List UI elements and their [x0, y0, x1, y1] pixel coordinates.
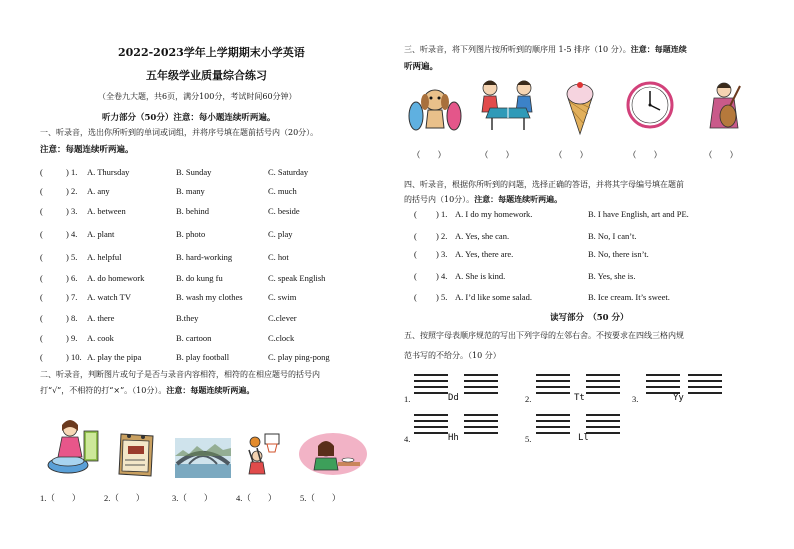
- ping-pong-picture: [470, 76, 544, 132]
- option-a: A. I do my homework.: [455, 209, 533, 219]
- part2-scoring: 打“√”，不相符的打“×”。（10分）。: [40, 386, 167, 395]
- part4-note: 注意：每题连续听两遍。: [474, 194, 563, 204]
- question-number: ) 6.: [66, 273, 78, 283]
- option-c: C. play: [268, 229, 293, 239]
- question-number: ) 1.: [66, 167, 78, 177]
- question-number: ) 8.: [66, 313, 78, 323]
- option-b: B. No, there isn’t.: [588, 249, 649, 259]
- answer-paren[interactable]: (: [40, 352, 43, 362]
- part3-instruction: [404, 44, 687, 55]
- clock-picture: [626, 74, 674, 136]
- question-number: ) 2.: [436, 231, 448, 241]
- answer-paren[interactable]: (: [40, 292, 43, 302]
- exam-note: （全卷九大题，共6页，满分100分，考试时间60分钟）: [98, 92, 297, 101]
- question-number: ) 10.: [66, 352, 82, 362]
- part3-answer-blank[interactable]: （ ）: [704, 150, 739, 160]
- option-a: A. there: [87, 313, 115, 323]
- option-c: C. beside: [268, 206, 300, 216]
- part2-answer-blank[interactable]: 5.（ ）: [300, 493, 341, 503]
- option-a: A. between: [87, 206, 126, 216]
- part1-instruction: 一、听录音，选出你所听到的单词或词组，并将序号填在题前括号内（20分）。: [40, 128, 319, 137]
- option-a: A. She is kind.: [455, 271, 506, 281]
- answer-paren[interactable]: (: [40, 273, 43, 283]
- answer-paren[interactable]: (: [40, 333, 43, 343]
- question-number: ) 1.: [436, 209, 448, 219]
- answer-paren[interactable]: (: [40, 206, 43, 216]
- option-b: B. cartoon: [176, 333, 212, 343]
- part4-instruction: 四、听录音，根据你所听到的问题，选择正确的答语，并将其字母编号填在题前: [404, 180, 684, 189]
- option-a: A. do homework: [87, 273, 145, 283]
- part3-text: 三、听录音，将下列图片按所听到的顺序用 1-5 排序（10 分）。: [404, 45, 631, 54]
- option-b: B. wash my clothes: [176, 292, 243, 302]
- part2-answer-blank[interactable]: 4.（ ）: [236, 493, 277, 503]
- option-c: C. much: [268, 186, 297, 196]
- part3-answer-blank[interactable]: （ ）: [480, 150, 515, 160]
- exam-title: 2022-2023学年上学期期末小学英语: [118, 46, 305, 59]
- question-number: ) 4.: [436, 271, 448, 281]
- option-a: A. Yes, she can.: [455, 231, 510, 241]
- question-number: ) 4.: [66, 229, 78, 239]
- part3-answer-blank[interactable]: （ ）: [628, 150, 663, 160]
- exam-subtitle: 五年级学业质量综合练习: [146, 69, 267, 82]
- letter-item-number: 3.: [632, 394, 639, 404]
- option-a: A. I’d like some salad.: [455, 292, 532, 302]
- option-b: B. play football: [176, 352, 230, 362]
- bridge-picture: [175, 438, 231, 478]
- part3-note-cont: 听两遍。: [404, 62, 439, 72]
- given-letter: Hh: [448, 433, 459, 443]
- girl-playing-pipa-picture: [704, 78, 748, 136]
- answer-paren[interactable]: (: [414, 249, 417, 259]
- answer-paren[interactable]: (: [414, 271, 417, 281]
- answer-paren[interactable]: (: [414, 292, 417, 302]
- girl-eating-picture: [298, 432, 368, 476]
- option-b: B. many: [176, 186, 205, 196]
- part5-instruction: 五、按照字母表顺序规范的写出下列字母的左邻右舍。不按要求在四线三格内规: [404, 331, 684, 340]
- option-c: C. play ping-pong: [268, 352, 330, 362]
- answer-paren[interactable]: (: [40, 313, 43, 323]
- question-number: ) 3.: [66, 206, 78, 216]
- option-c: C. speak English: [268, 273, 326, 283]
- question-number: ) 9.: [66, 333, 78, 343]
- letter-item-number: 4.: [404, 434, 411, 444]
- option-a: A. Yes, there are.: [455, 249, 514, 259]
- listening-header: 听力部分（50分）注意：每小题连续听两遍。: [102, 113, 276, 123]
- answer-paren[interactable]: (: [40, 229, 43, 239]
- answer-paren[interactable]: (: [40, 167, 43, 177]
- part2-answer-blank[interactable]: 3.（ ）: [172, 493, 213, 503]
- part5-instruction-cont: 范书写的不给分。（10 分）: [404, 351, 501, 360]
- girl-washing-clothes-picture: [40, 415, 100, 477]
- option-a: A. any: [87, 186, 110, 196]
- ice-cream-picture: [560, 80, 600, 136]
- option-a: A. Thursday: [87, 167, 130, 177]
- option-a: A. helpful: [87, 252, 122, 262]
- option-c: C. hot: [268, 252, 289, 262]
- given-letter: Yy: [673, 393, 684, 403]
- given-letter: Tt: [574, 393, 585, 403]
- option-b: B. do kung fu: [176, 273, 223, 283]
- option-c: C.clever: [268, 313, 297, 323]
- option-b: B. I have English, art and PE.: [588, 209, 689, 219]
- part4-scoring: 的括号内（10分）。: [404, 195, 475, 204]
- option-a: A. plant: [87, 229, 115, 239]
- given-letter: Ll: [578, 433, 589, 443]
- option-a: A. watch TV: [87, 292, 131, 302]
- part3-answer-blank[interactable]: （ ）: [554, 150, 589, 160]
- part3-note: 注意：每题连续: [630, 44, 687, 54]
- letter-item-number: 2.: [525, 394, 532, 404]
- option-a: A. cook: [87, 333, 114, 343]
- letter-item-number: 1.: [404, 394, 411, 404]
- option-b: B. No, I can’t.: [588, 231, 637, 241]
- option-c: C.clock: [268, 333, 295, 343]
- part4-instruction-cont: [404, 194, 562, 205]
- part2-note: 注意：每题连续听两遍。: [166, 385, 255, 395]
- part1-note: 注意：每题连续听两遍。: [40, 145, 134, 155]
- answer-paren[interactable]: (: [40, 186, 43, 196]
- letter-item-number: 5.: [525, 434, 532, 444]
- option-b: B. Ice cream. It’s sweet.: [588, 292, 670, 302]
- part3-answer-blank[interactable]: （ ）: [412, 150, 447, 160]
- option-b: B. photo: [176, 229, 206, 239]
- option-b: B. Yes, she is.: [588, 271, 636, 281]
- answer-paren[interactable]: (: [414, 231, 417, 241]
- option-b: B. hard-working: [176, 252, 233, 262]
- question-number: ) 5.: [66, 252, 78, 262]
- question-number: ) 3.: [436, 249, 448, 259]
- part2-instruction: 二、听录音，判断图片或句子是否与录音内容相符，相符的在相应题号的括号内: [40, 370, 320, 379]
- option-b: B. behind: [176, 206, 210, 216]
- reading-header: 读写部分 （50 分）: [550, 313, 629, 323]
- given-letter: Dd: [448, 393, 459, 403]
- question-number: ) 7.: [66, 292, 78, 302]
- option-b: B. Sunday: [176, 167, 212, 177]
- question-number: ) 2.: [66, 186, 78, 196]
- question-number: ) 5.: [436, 292, 448, 302]
- basketball-player-picture: [235, 430, 285, 480]
- calendar-picture: [115, 430, 159, 480]
- part2-instruction-cont: [40, 385, 254, 396]
- part2-answer-blank[interactable]: 2.（ ）: [104, 493, 145, 503]
- option-c: C. swim: [268, 292, 297, 302]
- answer-paren[interactable]: (: [40, 252, 43, 262]
- option-b: B.they: [176, 313, 199, 323]
- dog-picture: [406, 80, 464, 134]
- part2-answer-blank[interactable]: 1.（ ）: [40, 493, 81, 503]
- option-c: C. Saturday: [268, 167, 309, 177]
- option-a: A. play the pipa: [87, 352, 142, 362]
- answer-paren[interactable]: (: [414, 209, 417, 219]
